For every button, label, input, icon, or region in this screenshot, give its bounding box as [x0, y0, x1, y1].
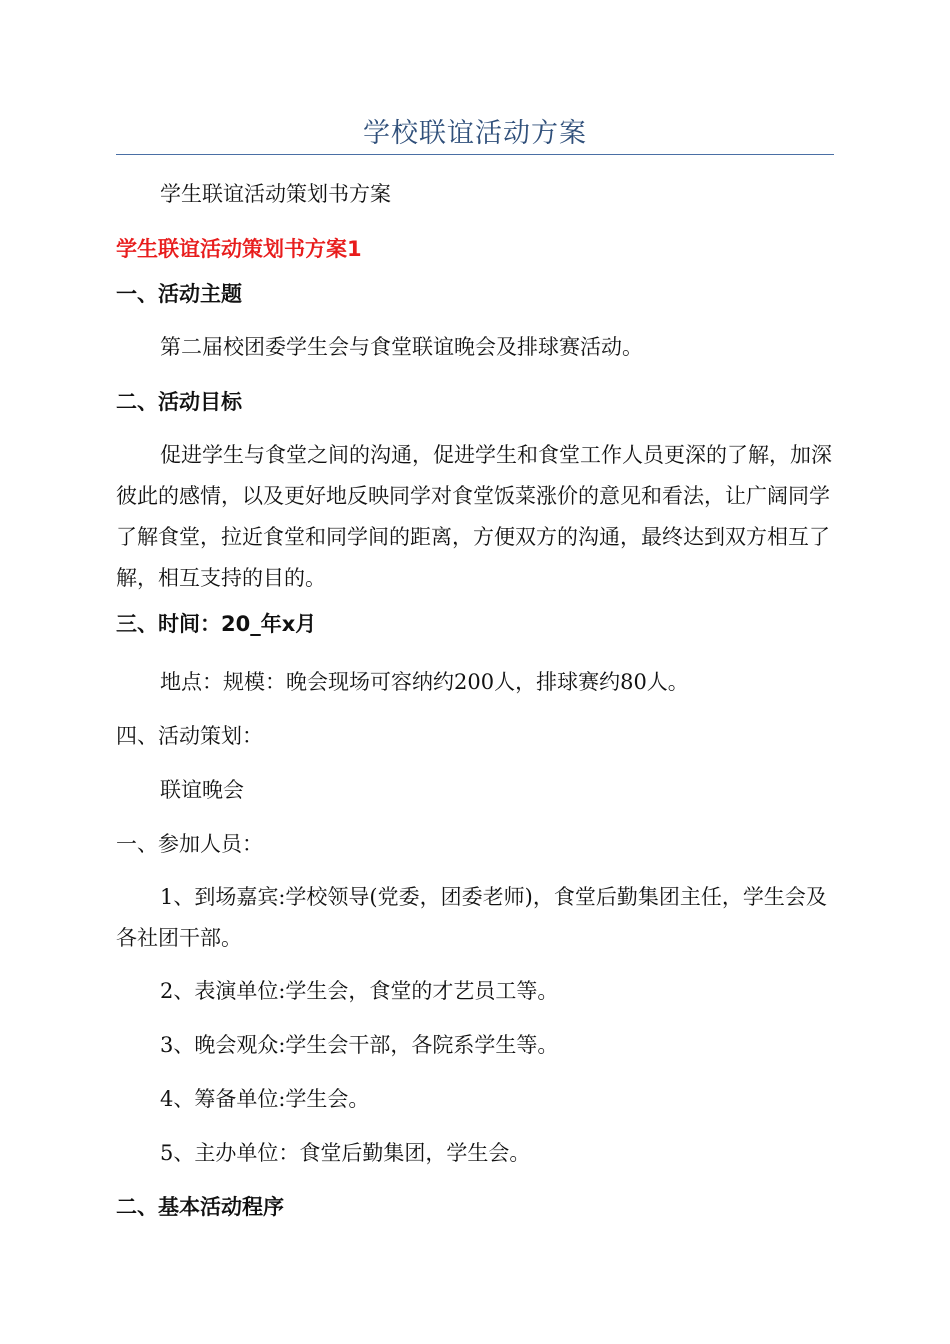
paragraph-theme: 第二届校团委学生会与食堂联谊晚会及排球赛活动。 — [160, 335, 643, 359]
heading-goal: 二、活动目标 — [116, 390, 242, 414]
subtitle: 学生联谊活动策划书方案 — [160, 182, 391, 206]
section-title: 学生联谊活动策划书方案1 — [116, 237, 362, 261]
paragraph-party: 联谊晚会 — [160, 778, 244, 802]
heading-time: 三、时间：20_年x月 — [116, 612, 317, 636]
paragraph-location: 地点：规模：晚会现场可容纳约200人，排球赛约80人。 — [160, 670, 689, 694]
list-item-host: 5、主办单位：食堂后勤集团，学生会。 — [160, 1141, 531, 1165]
list-item-organizer: 4、筹备单位:学生会。 — [160, 1087, 370, 1111]
heading-procedure: 二、基本活动程序 — [116, 1195, 284, 1219]
list-item-guests: 1、到场嘉宾:学校领导(党委，团委老师)，食堂后勤集团主任，学生会及各社团干部。 — [116, 885, 827, 950]
document-title: 学校联谊活动方案 — [363, 118, 587, 149]
list-item-audience: 3、晚会观众:学生会干部，各院系学生等。 — [160, 1033, 559, 1057]
heading-planning: 四、活动策划： — [116, 724, 263, 748]
title-underline — [116, 154, 834, 155]
list-item-performers: 2、表演单位:学生会，食堂的才艺员工等。 — [160, 979, 559, 1003]
heading-participants: 一、参加人员： — [116, 832, 263, 856]
paragraph-goal: 促进学生与食堂之间的沟通，促进学生和食堂工作人员更深的了解，加深彼此的感情，以及更好地反映同学对食堂饭菜涨价的意见和看法，让广阔同学了解食堂，拉近食堂和同学间的距离，方便双方的沟通，最终达到双方相互了解，相互支持的目的。 — [116, 443, 832, 590]
heading-theme: 一、活动主题 — [116, 282, 242, 306]
